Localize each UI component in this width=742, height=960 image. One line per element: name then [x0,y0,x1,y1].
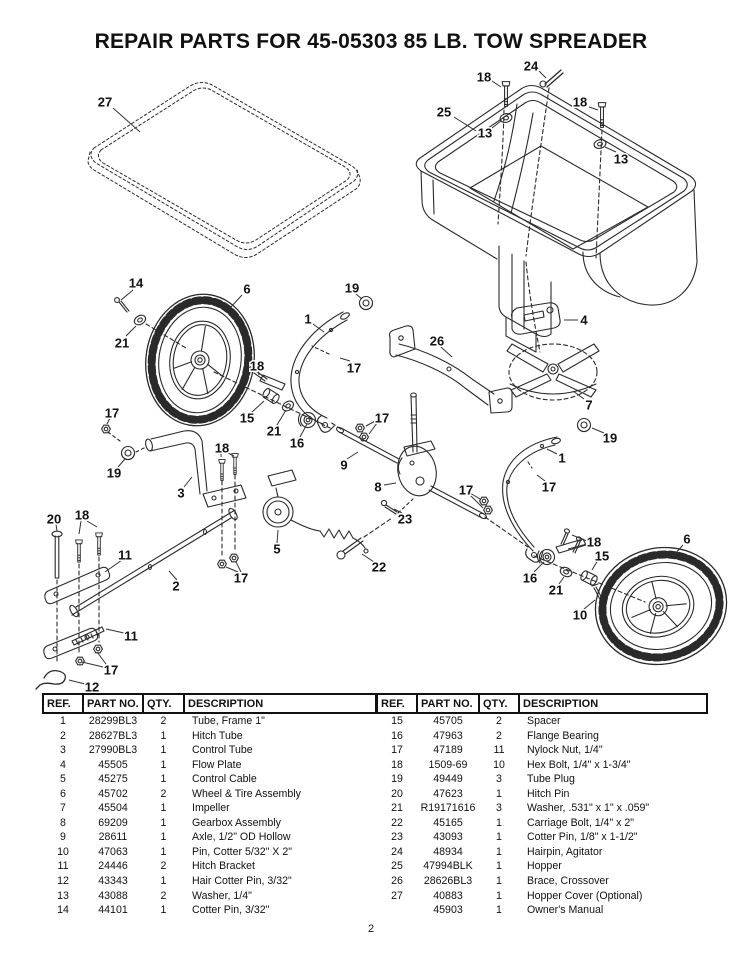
cell-qty: 2 [160,889,167,902]
cell-ref: 22 [391,816,403,829]
cell-description: Hex Bolt, 1/4" x 1-3/4" [527,758,631,771]
cell-description: Tube, Frame 1" [192,714,265,727]
table-row [43,889,376,904]
leader-line [547,449,557,454]
callout-label-17: 17 [233,570,249,586]
control-cable-drawing [263,470,392,559]
cell-qty: 1 [160,758,167,771]
cell-ref: 27 [391,889,403,902]
leader-line [121,290,133,300]
cell-part-no: 40883 [433,889,463,902]
cell-description: Pin, Cotter 5/32" X 2" [192,845,292,858]
table-row [377,816,707,831]
cell-description: Flange Bearing [527,729,599,742]
table-row [377,845,707,860]
page-title: REPAIR PARTS FOR 45-05303 85 LB. TOW SPREADER [94,30,648,53]
callout-label-18: 18 [214,440,230,456]
cell-qty: 1 [496,904,502,917]
cell-description: Nylock Nut, 1/4" [527,744,603,757]
callout-label-19: 19 [344,280,360,296]
callout-label-15: 15 [239,410,255,426]
cell-qty: 1 [160,816,167,829]
cell-ref: 12 [57,874,69,887]
cell-description: Owner's Manual [527,904,604,917]
cell-qty: 1 [160,831,167,844]
cell-part-no: 45504 [98,802,128,815]
cell-qty: 1 [496,816,502,829]
callout-label-6: 6 [243,281,251,297]
leader-line [82,662,103,667]
leader-line [589,107,598,110]
cell-part-no: 43088 [98,889,128,902]
leader-line [106,629,124,633]
table-row [377,713,707,729]
table-row [377,889,707,904]
callout-label-3: 3 [177,485,185,501]
leader-line [126,326,136,336]
cell-qty: 10 [493,758,505,771]
cell-part-no: 47623 [433,787,463,800]
cell-part-no: 45505 [98,758,128,771]
cell-part-no: 43093 [433,831,463,844]
column-header: PART NO. [83,694,143,713]
callout-label-21: 21 [266,423,282,439]
cell-description: Brace, Crossover [527,874,609,887]
cell-ref: 21 [391,802,403,815]
leader-line [492,81,501,87]
callout-label-20: 20 [46,511,62,527]
cell-part-no: 47963 [433,729,463,742]
callout-labels [47,59,691,693]
callout-label-22: 22 [371,559,387,575]
frame-tube-right-drawing [503,437,561,562]
cell-description: Flow Plate [192,758,242,771]
callout-label-6: 6 [683,531,691,547]
callout-label-18: 18 [249,358,265,374]
cell-ref: 15 [391,714,403,727]
parts-table-right [376,693,708,918]
cell-ref: 1 [60,714,66,727]
cell-description: Gearbox Assembly [192,816,281,829]
callout-label-18: 18 [572,94,588,110]
cell-description: Spacer [527,714,561,727]
cell-description: Hopper Cover (Optional) [527,889,643,902]
column-header: QTY. [143,694,184,713]
cell-description: Hitch Bracket [192,860,255,873]
cell-part-no: R19171616 [420,802,476,815]
table-row [43,758,376,773]
table-row [377,758,707,773]
cell-part-no: 47189 [433,744,463,757]
callout-label-8: 8 [374,479,382,495]
table-row [377,874,707,889]
table-row [377,729,707,744]
hopper-cover-drawing [88,83,360,258]
callout-label-18: 18 [586,534,602,550]
cell-qty: 1 [160,744,167,757]
cell-qty: 3 [496,773,502,786]
gearbox-axle-drawing [330,393,528,547]
cell-description: Hairpin, Agitator [527,845,603,858]
callout-label-5: 5 [273,541,281,557]
cell-description: Carriage Bolt, 1/4" x 2" [527,816,635,829]
cell-qty: 2 [496,729,502,742]
cell-description: Hair Cotter Pin, 3/32" [192,874,292,887]
callout-label-15: 15 [594,548,610,564]
header-row [377,694,707,713]
cell-part-no: 28626BL3 [423,874,473,887]
callout-label-27: 27 [97,94,113,110]
impeller-drawing [507,344,599,400]
cell-qty: 1 [496,860,502,873]
flow-plate-drawing [512,303,561,334]
table-row [43,816,376,831]
cell-qty: 1 [160,729,167,742]
callout-label-24: 24 [523,58,539,74]
cell-part-no: 44101 [98,904,128,917]
callout-label-7: 7 [585,397,593,413]
callout-label-17: 17 [103,662,119,678]
callout-label-18: 18 [74,507,90,523]
cell-ref: 10 [57,845,69,858]
table-row [43,743,376,758]
cell-qty: 1 [160,904,167,917]
cell-ref: 13 [57,889,69,902]
table-row [43,874,376,889]
table-row [377,743,707,758]
cell-qty: 11 [493,744,505,757]
brace-crossover-drawing [390,326,513,413]
cell-part-no: 1509-69 [428,758,468,771]
leader-line [113,108,140,132]
cell-ref: 5 [60,773,66,786]
callout-label-19: 19 [106,465,122,481]
column-header: DESCRIPTION [184,694,376,713]
cell-description: Axle, 1/2" OD Hollow [192,831,291,844]
column-header: REF. [377,694,417,713]
cell-part-no: 69209 [98,816,128,829]
cell-qty: 1 [496,889,502,902]
cell-ref: 24 [391,845,403,858]
column-header: DESCRIPTION [519,694,707,713]
callout-label-1: 1 [304,311,312,327]
cell-part-no: 28299BL3 [88,714,138,727]
cell-description: Hopper [527,860,562,873]
column-header: PART NO. [417,694,479,713]
table-row [377,903,707,918]
cell-description: Washer, 1/4" [192,889,252,902]
cell-qty: 1 [160,874,167,887]
cell-part-no: 45702 [98,787,128,800]
cell-description: Control Cable [192,773,257,786]
table-row [43,787,376,802]
cell-part-no: 45275 [98,773,128,786]
table-row [43,830,376,845]
callout-label-11: 11 [124,628,138,644]
cell-part-no: 45903 [433,904,463,917]
cell-qty: 1 [496,831,502,844]
cell-part-no: 28611 [98,831,128,844]
callout-label-2: 2 [172,578,180,594]
hitch-assembly-drawing [36,507,239,689]
callout-label-12: 12 [84,679,100,692]
cell-ref: 9 [60,831,66,844]
tube-plug-drawings [122,297,591,460]
callout-label-14: 14 [128,275,144,291]
cell-ref: 14 [57,904,69,917]
callout-label-17: 17 [346,360,362,376]
callout-label-26: 26 [429,333,445,349]
cell-description: Tube Plug [527,773,575,786]
column-header: QTY. [479,694,519,713]
table-row [43,772,376,787]
table-row [43,845,376,860]
cell-description: Control Tube [192,744,253,757]
header-row [43,694,376,713]
table-row [43,801,376,816]
callout-label-19: 19 [602,430,618,446]
cell-ref: 19 [391,773,403,786]
page-number: 2 [367,923,375,935]
callout-label-9: 9 [340,457,348,473]
cell-ref: 20 [391,787,403,800]
table-row [377,772,707,787]
callout-label-11: 11 [118,547,132,563]
callout-label-13: 13 [477,125,493,141]
table-row [43,903,376,918]
table-row [43,713,376,729]
callout-label-1: 1 [558,450,566,466]
callout-label-17: 17 [374,410,390,426]
leader-line [539,71,546,78]
callout-label-16: 16 [289,435,305,451]
callout-label-23: 23 [397,511,413,527]
cell-ref: 16 [391,729,403,742]
cell-ref: 4 [60,758,66,771]
cell-part-no: 47994BLK [423,860,473,873]
leader-line [69,680,85,684]
cell-part-no: 48934 [433,845,463,858]
cell-part-no: 45705 [433,714,463,727]
cell-ref: 3 [60,744,66,757]
cell-qty: 2 [496,714,502,727]
callout-label-17: 17 [541,479,557,495]
leader-line [454,117,476,131]
callout-label-25: 25 [436,104,452,120]
cell-ref [377,903,417,918]
cell-ref: 25 [391,860,403,873]
cell-ref: 11 [57,860,69,873]
cell-description: Hitch Tube [192,729,243,742]
table-row [43,729,376,744]
cell-qty: 1 [496,845,502,858]
cell-qty: 2 [160,714,167,727]
cell-ref: 8 [60,816,66,829]
cell-ref: 23 [391,831,403,844]
parts-table-left [42,693,377,918]
callout-label-4: 4 [580,312,588,328]
leader-line [79,521,81,534]
cell-ref: 7 [60,802,66,815]
diagram-line-art [36,70,739,689]
cell-ref: 2 [60,729,66,742]
hopper-drawing [416,86,697,353]
cell-qty: 1 [160,802,167,815]
leader-line [230,295,242,308]
leader-line [384,483,396,485]
table-row [43,859,376,874]
cell-part-no: 47063 [98,845,128,858]
cell-part-no: 49449 [433,773,463,786]
callout-label-10: 10 [572,607,588,623]
cell-ref: 26 [391,874,403,887]
callout-label-18: 18 [476,69,492,85]
cell-description: Cotter Pin, 3/32" [192,904,270,917]
table-row [377,859,707,874]
cell-part-no: 28627BL3 [88,729,138,742]
cell-part-no: 43343 [98,874,128,887]
cell-qty: 2 [160,787,167,800]
table-row [377,787,707,802]
callout-label-17: 17 [104,405,120,421]
cell-description: Impeller [192,802,230,815]
callout-label-21: 21 [548,582,564,598]
leader-line [441,347,452,357]
table-row [377,801,707,816]
table-row [377,830,707,845]
cell-qty: 1 [160,845,167,858]
cell-description: Hitch Pin [527,787,570,800]
cell-description: Washer, .531" x 1" x .059" [527,802,650,815]
cell-part-no: 27990BL3 [88,744,138,757]
callout-label-21: 21 [114,335,130,351]
callout-label-13: 13 [613,151,629,167]
cell-ref: 17 [391,744,403,757]
leader-line [184,477,192,487]
cell-qty: 1 [160,773,167,786]
cell-qty: 1 [496,787,502,800]
cell-part-no: 45165 [433,816,463,829]
cell-part-no: 24446 [98,860,128,873]
cell-qty: 3 [496,802,502,815]
cell-qty: 1 [496,874,502,887]
cell-description: Cotter Pin, 1/8" x 1-1/2" [527,831,638,844]
callout-label-16: 16 [522,570,538,586]
cell-ref: 18 [391,758,403,771]
cell-description: Wheel & Tire Assembly [192,787,301,800]
cell-ref: 6 [60,787,66,800]
cell-qty: 2 [160,860,167,873]
leader-line [347,452,358,459]
callout-label-17: 17 [458,482,474,498]
column-header: REF. [43,694,83,713]
